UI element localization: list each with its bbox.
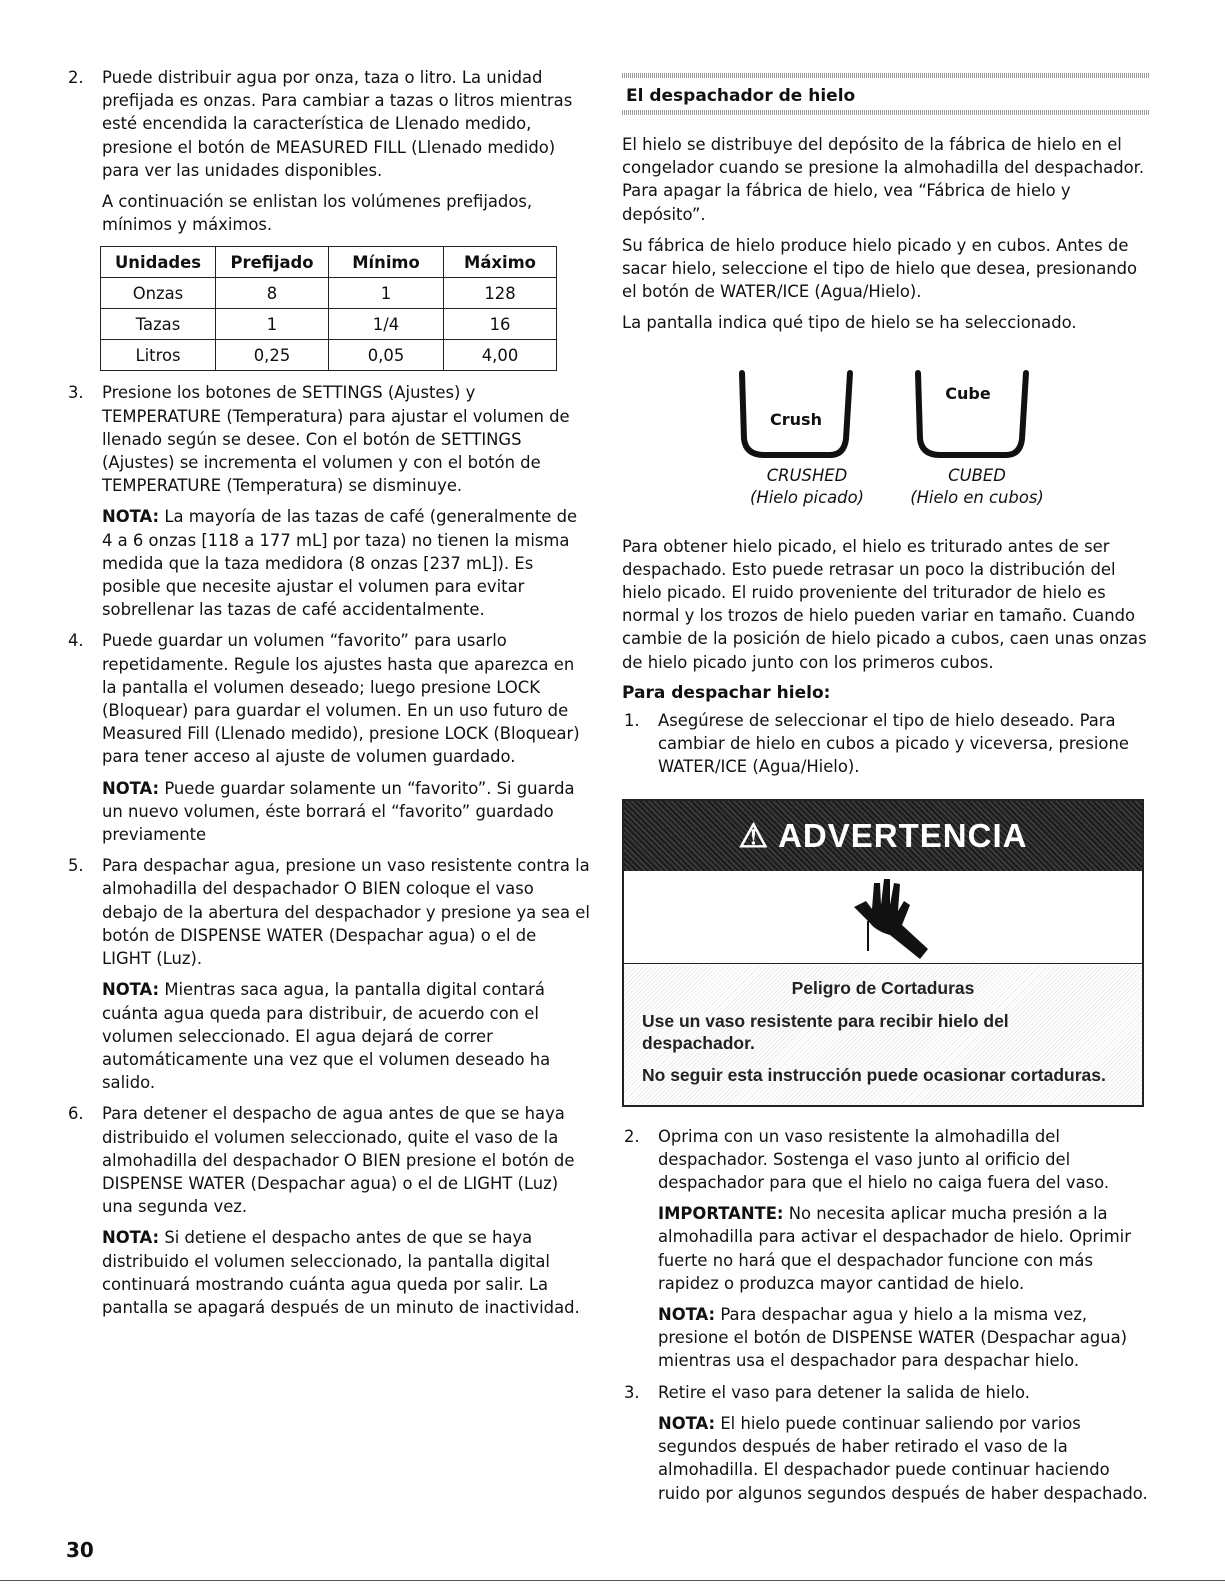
note-text: Para despachar agua y hielo a la misma vez, presione el botón de DISPENSE WATER (Despachar agua) mientras usa el despachador para despachar hielo.: [658, 1305, 1128, 1371]
table-cell: Litros: [101, 340, 216, 371]
list-item: [66, 854, 590, 1094]
right-column: [622, 0, 1150, 1505]
left-column: [66, 66, 590, 1327]
list-item: [622, 1381, 1150, 1505]
cubed-caption-line1: CUBED: [948, 465, 1006, 485]
table-cell: 0,05: [329, 340, 444, 371]
table-cell: 1/4: [329, 309, 444, 340]
list-number: 5.: [68, 856, 84, 876]
warning-body: [624, 965, 1142, 1105]
important-text: No necesita aplicar mucha presión a la almohadilla para activar el despachador de hielo. Oprimir fuerte no hará que el despachador funcione con más rapidez o produzca mayor cantidad de hielo.: [658, 1204, 1131, 1293]
note: [102, 978, 590, 1094]
paragraph: A continuación se enlistan los volúmenes prefijados, mínimos y máximos.: [102, 192, 533, 235]
volume-table: [100, 246, 557, 371]
table-cell: 1: [329, 278, 444, 309]
crush-label: Crush: [770, 409, 822, 429]
warning-line: No seguir esta instrucción puede ocasionar cortaduras.: [642, 1064, 1106, 1085]
list-number: 3.: [624, 1382, 640, 1402]
note-label: NOTA:: [102, 778, 160, 798]
sub-heading: Para despachar hielo:: [622, 682, 831, 703]
warning-box: [622, 799, 1144, 1107]
cube-cup-icon: [918, 373, 1026, 455]
note: [102, 1226, 590, 1319]
table-row: [101, 340, 557, 371]
table-header: Máximo: [444, 247, 557, 278]
note: [102, 505, 590, 621]
section-header: [622, 73, 1150, 113]
note-label: NOTA:: [102, 980, 160, 1000]
table-header: Mínimo: [329, 247, 444, 278]
list-item: [66, 1102, 590, 1319]
paragraph: Puede guardar un volumen “favorito” para usarlo repetidamente. Regule los ajustes hasta que aparezca en la pantalla el volumen deseado; luego presione LOCK (Bloquear) para guardar el volumen. En un uso futuro de Measured Fill (Llenado medido), presione LOCK (Bloquear) para tener acceso al ajuste de volumen guardado.: [102, 631, 580, 767]
warning-hazard-title: Peligro de Cortaduras: [791, 977, 975, 998]
crushed-caption-line2: (Hielo picado): [750, 487, 864, 507]
note: [658, 1412, 1150, 1505]
table-cell: 16: [444, 309, 557, 340]
paragraph: Para despachar agua, presione un vaso resistente contra la almohadilla del despachador O BIEN coloque el vaso debajo de la abertura del despachador y presione ya sea el botón de DISPENSE WATER (Despachar agua) o el de LIGHT (Luz).: [102, 856, 590, 969]
warning-line: Use un vaso resistente para recibir hielo del despachador.: [642, 1010, 1009, 1053]
list-number: 2.: [68, 68, 84, 87]
table-cell: Tazas: [101, 309, 216, 340]
paragraph: Asegúrese de seleccionar el tipo de hielo deseado. Para cambiar de hielo en cubos a picado y viceversa, presione WATER/ICE (Agua/Hielo).: [658, 711, 1129, 777]
table-cell: 0,25: [216, 340, 329, 371]
list-number: 3.: [68, 383, 84, 403]
crush-cup-icon: [742, 373, 850, 455]
list-number: 1.: [624, 711, 640, 731]
cube-label: Cube: [945, 383, 991, 403]
paragraph: Oprima con un vaso resistente la almohadilla del despachador. Sostenga el vaso junto al orificio del despachador para que el hielo no caiga fuera del vaso.: [658, 1126, 1110, 1193]
note-text: Mientras saca agua, la pantalla digital contará cuánta agua queda para distribuir, de acuerdo con el volumen seleccionado. El agua dejará de correr automáticamente una vez que el volumen deseado ha salido.: [102, 980, 551, 1093]
header-stripe-bottom: [622, 110, 1150, 115]
list-item: [622, 1125, 1150, 1373]
warning-banner: [624, 801, 1142, 871]
table-cell: Onzas: [101, 278, 216, 309]
note: [102, 777, 590, 847]
paragraph: Para detener el despacho de agua antes de que se haya distribuido el volumen seleccionado, quite el vaso de la almohadilla del despachador O BIEN presione el botón de DISPENSE WATER (Despachar agua) o el de LIGHT (Luz) una segunda vez.: [102, 1104, 575, 1217]
list-number: 6.: [68, 1104, 84, 1124]
paragraph: Para obtener hielo picado, el hielo es triturado antes de ser despachado. Esto puede retrasar un poco la distribución del hielo picado. El ruido proveniente del triturador de hielo es normal y los trozos de hielo pueden variar en tamaño. Cuando cambie de la posición de hielo picado a cubos, caen unas onzas de hielo picado junto con los primeros cubos.: [622, 536, 1147, 672]
note-label: NOTA:: [102, 507, 160, 527]
cubed-caption: [902, 465, 1052, 509]
table-header: Prefijado: [216, 247, 329, 278]
table-header-row: [101, 247, 557, 278]
important-label: IMPORTANTE:: [658, 1204, 784, 1224]
table-row: [101, 309, 557, 340]
warning-triangle-icon: ⚠: [738, 816, 770, 854]
paragraph: Presione los botones de SETTINGS (Ajustes) y TEMPERATURE (Temperatura) para ajustar el volumen de llenado según se desee. Con el botón de SETTINGS (Ajustes) se incrementa el volumen y con el botón de TEMPERATURE (Temperatura) se disminuye.: [102, 383, 570, 496]
paragraph: Puede distribuir agua por onza, taza o litro. La unidad prefijada es onzas. Para cambiar a tazas o litros mientras esté encendida la característica de Llenado medido, presione el botón de MEASURED FILL (Llenado medido) para ver las unidades disponibles.: [102, 68, 573, 180]
paragraph: El hielo se distribuye del depósito de la fábrica de hielo en el congelador cuando se presione la almohadilla del despachador. Para apagar la fábrica de hielo, vea “Fábrica de hielo y depósito”.: [622, 135, 1145, 224]
list-item: [622, 709, 1150, 779]
ice-type-figure: [622, 349, 1150, 529]
header-stripe-top: [622, 73, 1150, 78]
warning-pictogram: [624, 871, 1142, 964]
paragraph: Retire el vaso para detener la salida de hielo.: [658, 1382, 1031, 1402]
crushed-caption-line1: CRUSHED: [766, 465, 848, 485]
paragraph: Su fábrica de hielo produce hielo picado y en cubos. Antes de sacar hielo, seleccione el tipo de hielo que desea, presionando el botón de WATER/ICE (Agua/Hielo).: [622, 235, 1138, 302]
paragraph: La pantalla indica qué tipo de hielo se ha seleccionado.: [622, 313, 1077, 333]
note: [658, 1303, 1150, 1373]
table-cell: 1: [216, 309, 329, 340]
table-row: [101, 278, 557, 309]
note-text: La mayoría de las tazas de café (generalmente de 4 a 6 onzas [118 a 177 mL] por taza) no tienen la misma medida que la taza medidora (8 onzas [237 mL]). Es posible que necesite ajustar el volumen para evitar sobrellenar las tazas de café accidentalmente.: [102, 507, 578, 620]
list-item: [66, 381, 590, 621]
cut-hand-icon: [824, 871, 944, 963]
list-item: [66, 66, 590, 236]
cubed-caption-line2: (Hielo en cubos): [910, 487, 1044, 507]
list-number: 2.: [624, 1126, 640, 1146]
list-item: [66, 629, 590, 846]
table-cell: 128: [444, 278, 557, 309]
bottom-rule: [0, 1580, 1225, 1581]
note-label: NOTA:: [658, 1413, 716, 1433]
table-cell: 4,00: [444, 340, 557, 371]
list-number: 4.: [68, 631, 84, 651]
table-cell: 8: [216, 278, 329, 309]
note-text: El hielo puede continuar saliendo por varios segundos después de haber retirado el vaso de la almohadilla. El despachador puede continuar haciendo ruido por algunos segundos después de haber despachado.: [658, 1413, 1148, 1503]
note-text: Puede guardar solamente un “favorito”. Si guarda un nuevo volumen, éste borrará el “favorito” guardado previamente: [102, 778, 575, 845]
cups-illustration: [622, 359, 1150, 489]
note-label: NOTA:: [102, 1228, 160, 1248]
note-label: NOTA:: [658, 1305, 716, 1325]
page-number: 30: [66, 1538, 94, 1562]
crushed-caption: [732, 465, 882, 509]
warning-title: ADVERTENCIA: [778, 816, 1028, 854]
important-note: [658, 1202, 1150, 1295]
note-text: Si detiene el despacho antes de que se haya distribuido el volumen seleccionado, la pantalla digital continuará mostrando cuánta agua queda por salir. La pantalla se apagará después de un minuto de inactividad.: [102, 1228, 580, 1317]
table-header: Unidades: [101, 247, 216, 278]
section-title: El despachador de hielo: [626, 86, 856, 106]
